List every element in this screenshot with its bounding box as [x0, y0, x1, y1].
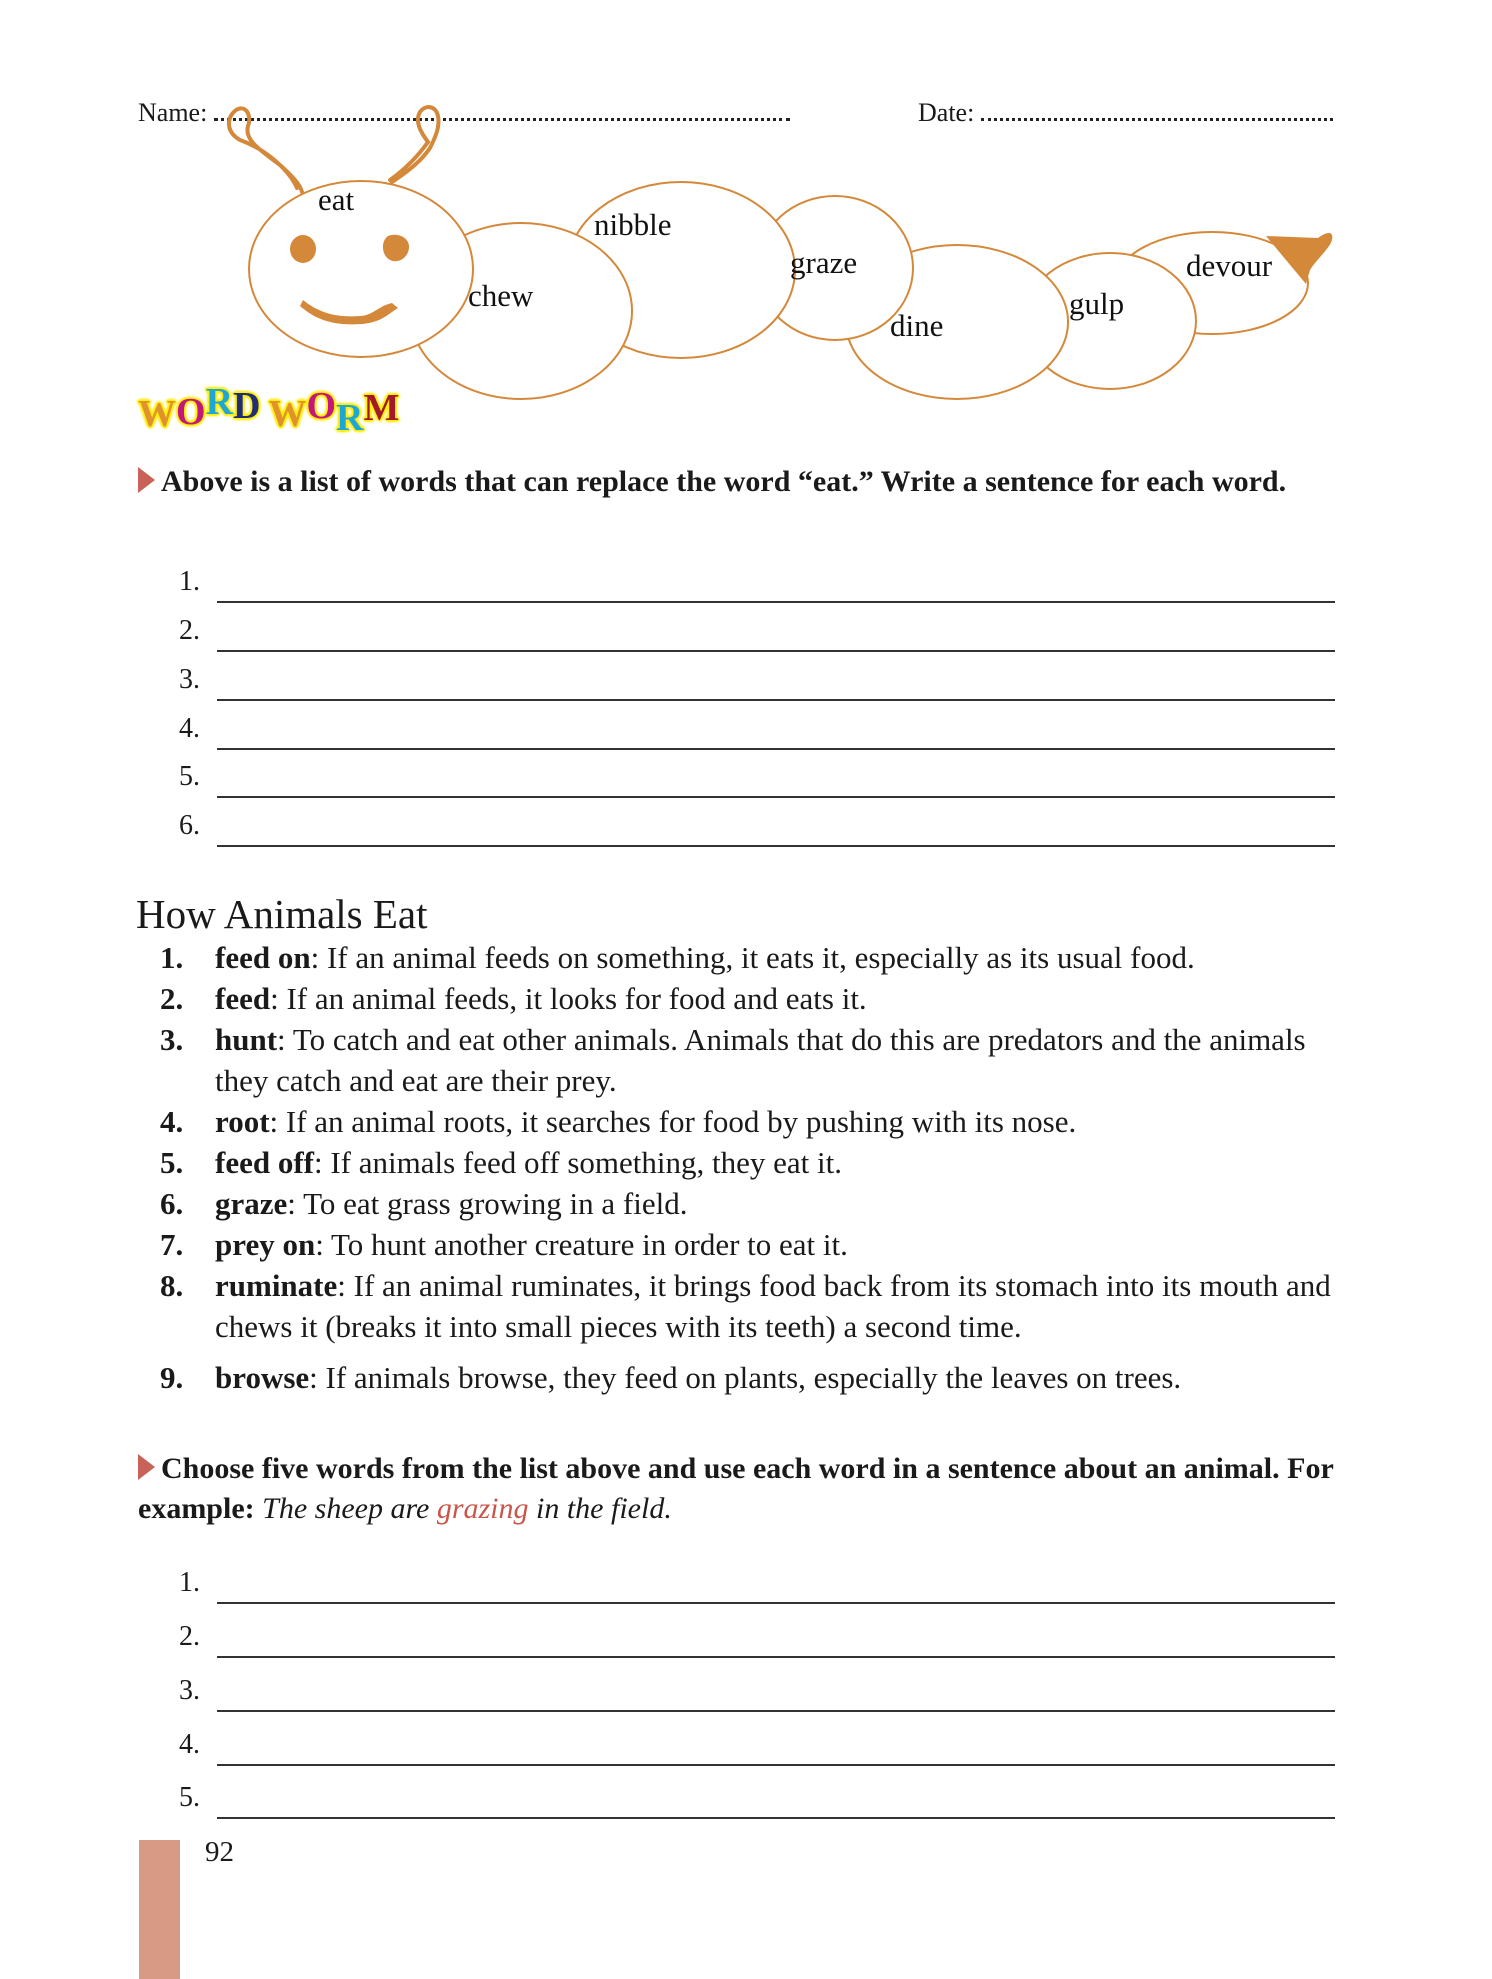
logo-letter: D: [233, 385, 261, 427]
answer-line[interactable]: 6.: [0, 810, 1492, 850]
name-label: Name:: [138, 98, 208, 127]
red-arrow-icon: [138, 1454, 155, 1480]
logo-letter: W: [138, 393, 176, 435]
answer-line[interactable]: 4.: [0, 713, 1492, 753]
worm-word-eat: eat: [318, 182, 355, 217]
worm-word-chew: chew: [468, 278, 534, 313]
answer-line[interactable]: 1.: [0, 566, 1492, 606]
worm-word-dine: dine: [890, 308, 944, 343]
logo-letter: O: [306, 385, 337, 427]
answer-line[interactable]: 2.: [0, 1621, 1492, 1661]
worm-word-graze: graze: [790, 245, 858, 280]
answer-line[interactable]: 5.: [0, 1782, 1492, 1822]
answer-line[interactable]: 2.: [0, 615, 1492, 655]
page-edge-bar: [139, 1840, 180, 1979]
word-worm-logo: [138, 381, 400, 439]
answer-line[interactable]: 3.: [0, 664, 1492, 704]
section-title: How Animals Eat: [136, 891, 428, 937]
logo-letter: R: [336, 397, 364, 439]
instruction-1: Above is a list of words that can replace the word “eat.” Write a sentence for each word.: [138, 462, 1338, 502]
worm-word-gulp: gulp: [1069, 286, 1125, 321]
logo-letter: R: [205, 381, 234, 423]
answer-line[interactable]: 1.: [0, 1567, 1492, 1607]
antenna-icon: [229, 107, 439, 192]
answer-line[interactable]: 3.: [0, 1675, 1492, 1715]
answer-line[interactable]: 4.: [0, 1729, 1492, 1769]
logo-letter: W: [268, 393, 307, 435]
logo-letter: M: [363, 387, 400, 429]
logo-letter: O: [176, 391, 206, 433]
worm-word-nibble: nibble: [594, 207, 672, 242]
example-highlight: grazing: [436, 1492, 529, 1525]
worm-word-devour: devour: [1186, 248, 1273, 283]
date-label: Date:: [918, 98, 975, 127]
instruction-2: Choose five words from the list above and use each word in a sentence about an animal. For example: The sheep are grazing in the field.: [138, 1452, 1334, 1525]
word-worm-illustration: [0, 0, 1492, 420]
red-arrow-icon: [138, 467, 155, 493]
page-number: 92: [205, 1836, 234, 1868]
segment-head: [249, 181, 473, 357]
answer-line[interactable]: 5.: [0, 761, 1492, 801]
